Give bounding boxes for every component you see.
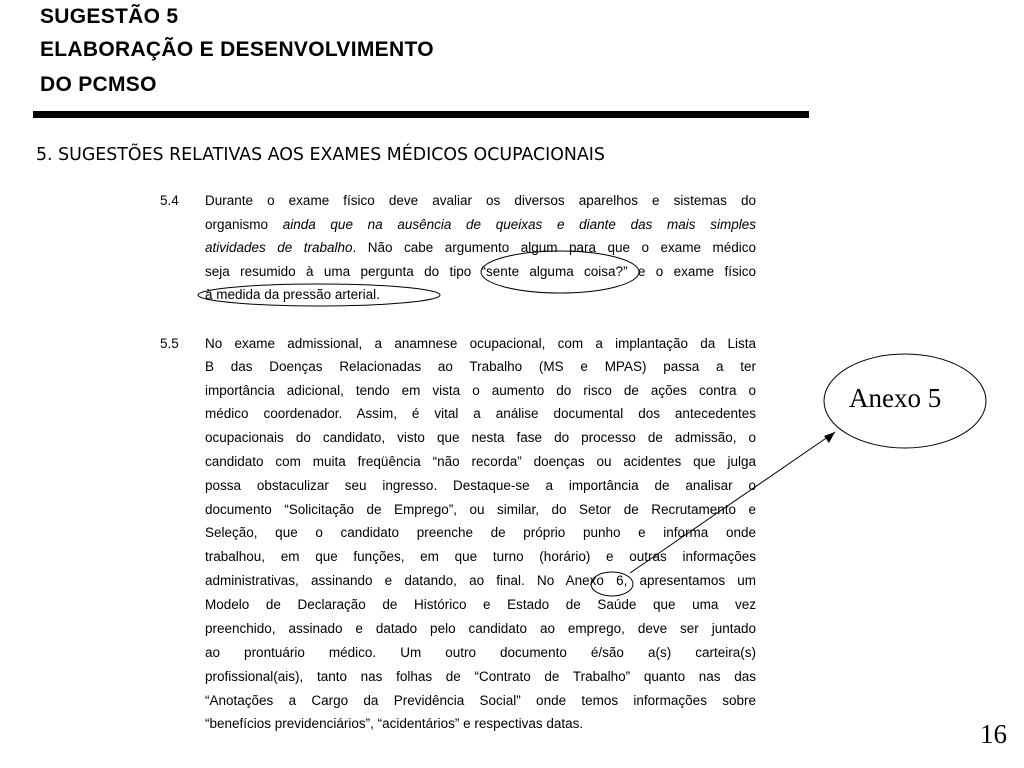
paragraph-line: Durante o exame físico deve avaliar os diversos aparelhos e sistemas do (205, 193, 756, 208)
paragraph-line: B das Doenças Relacionadas ao Trabalho (MS e MPAS) passa a ter (205, 359, 756, 374)
paragraph-line: preenchido, assinado e datado pelo candidato ao emprego, deve ser juntado (205, 621, 756, 636)
highlight-ellipse-anexo (591, 572, 633, 596)
paragraph-line: possa obstaculizar seu ingresso. Destaque-se a importância de analisar o (205, 478, 756, 493)
header-line-3: DO PCMSO (40, 73, 157, 96)
italic-text: ainda que na ausência de queixas e diante das mais simples (282, 217, 756, 232)
page-number: 16 (980, 719, 1007, 749)
paragraph-line: ocupacionais do candidato, visto que nesta fase do processo de admissão, o (205, 430, 756, 445)
section-title: 5. SUGESTÕES RELATIVAS AOS EXAMES MÉDICOS OCUPACIONAIS (36, 144, 605, 165)
item-number: 5.4 (160, 193, 179, 208)
paragraph-line: administrativas, assinando e datando, ao final. No Anexo 6, apresentamos um (205, 573, 756, 588)
text-span: organismo (205, 217, 283, 232)
arrowhead-icon (824, 432, 835, 443)
item-number: 5.5 (160, 336, 179, 351)
paragraph-line: profissional(ais), tanto nas folhas de “Contrato de Trabalho” quanto nas das (205, 669, 756, 684)
paragraph-line: importância adicional, tendo em vista o aumento do risco de ações contra o (205, 383, 756, 398)
paragraph-line: No exame admissional, a anamnese ocupacional, com a implantação da Lista (205, 336, 756, 351)
paragraph-line: seja resumido à uma pergunta do tipo “sente alguma coisa?” e o exame físico (205, 264, 756, 279)
paragraph-line: “benefícios previdenciários”, “acidentários” e respectivas datas. (205, 716, 584, 731)
italic-text: atividades de trabalho (205, 240, 353, 255)
header-line-2: ELABORAÇÃO E DESENVOLVIMENTO (40, 38, 434, 61)
text-span: . Não cabe argumento algum para que o exame médico (352, 240, 757, 255)
paragraph-line: médico coordenador. Assim, é vital a análise documental dos antecedentes (205, 406, 756, 421)
header-line-1: SUGESTÃO 5 (40, 5, 179, 28)
highlight-ellipse-question (481, 251, 639, 293)
paragraph-line: “Anotações a Cargo da Previdência Social” onde temos informações sobre (205, 693, 756, 708)
paragraph-line: documento “Solicitação de Emprego”, ou similar, do Setor de Recrutamento e (205, 502, 756, 517)
paragraph-line: candidato com muita freqüência “não recorda” doenças ou acidentes que julga (205, 454, 756, 469)
anexo-callout-label: Anexo 5 (849, 383, 942, 413)
paragraph-line: Modelo de Declaração de Histórico e Estado de Saúde que uma vez (205, 597, 756, 612)
paragraph-line: Seleção, que o candidato preenche de próprio punho e informa onde (205, 525, 756, 540)
paragraph-line: à medida da pressão arterial. (205, 287, 380, 302)
arrow-line (630, 432, 835, 573)
highlight-ellipse-pressure (198, 284, 440, 306)
paragraph-line: ao prontuário médico. Um outro documento é/são a(s) carteira(s) (205, 645, 756, 660)
paragraph-line: trabalhou, em que funções, em que turno (horário) e outras informações (205, 549, 756, 564)
